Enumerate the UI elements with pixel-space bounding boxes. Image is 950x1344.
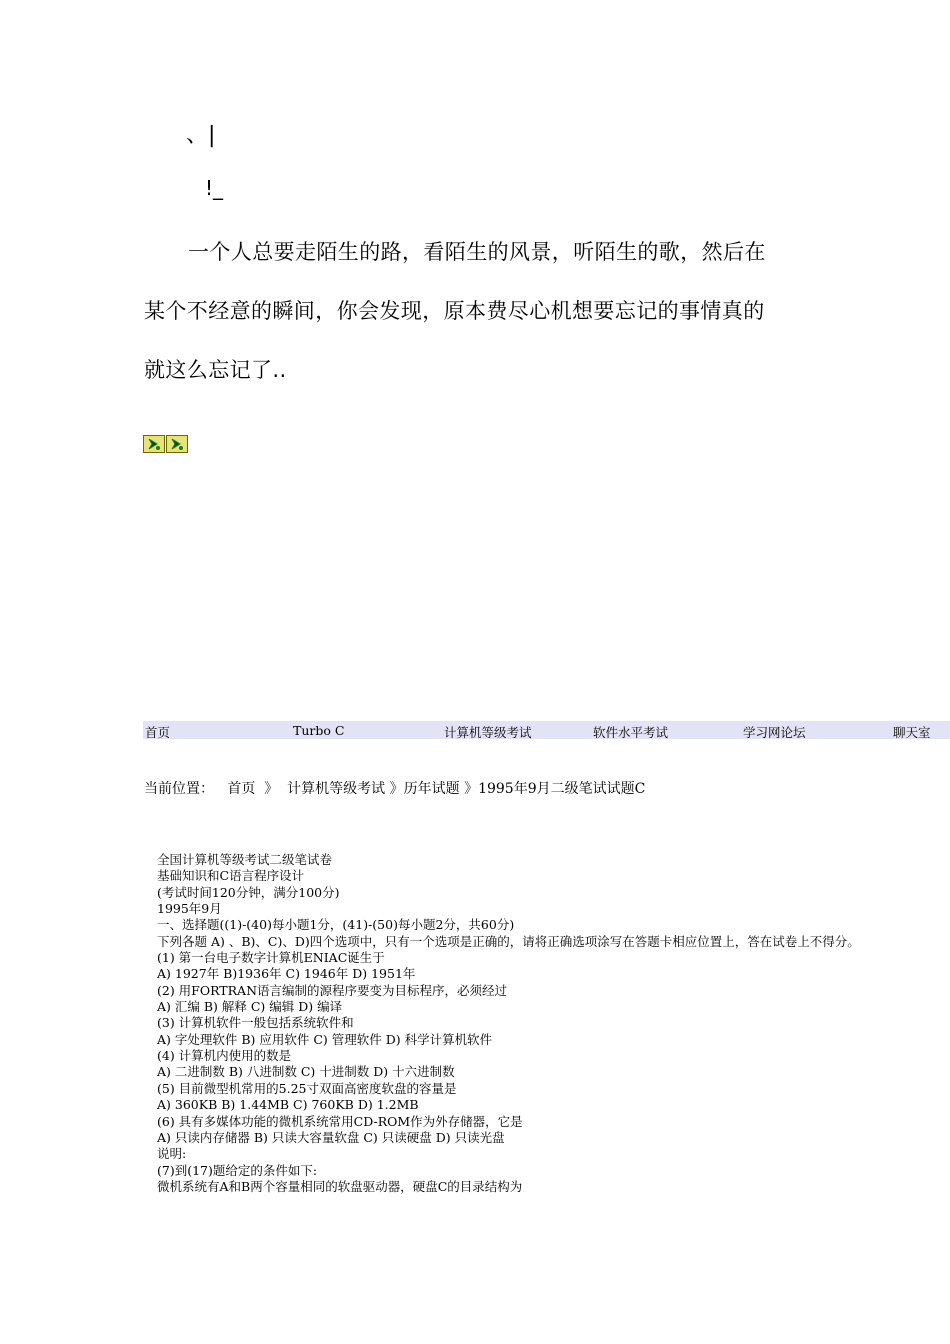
breadcrumb-separator: 》 [264, 781, 279, 797]
breadcrumb [144, 778, 645, 798]
top-nav [143, 721, 950, 739]
nav-item-ncre[interactable]: 计算机等级考试 [444, 725, 532, 740]
poem-line: 某个不经意的瞬间，你会发现，原本费尽心机想要忘记的事情真的 [144, 299, 765, 323]
nav-item-turbo-c[interactable]: Turbo C [293, 723, 345, 738]
poem-line: 一个人总要走陌生的路，看陌生的风景，听陌生的歌，然后在 [188, 240, 766, 264]
exam-line: (5) 目前微型机常用的5.25寸双面高密度软盘的容量是 [157, 1080, 457, 1096]
decorative-mark: !_ [205, 176, 224, 200]
exam-line: (3) 计算机软件一般包括系统软件和 [157, 1015, 354, 1031]
exam-line: A) 只读内存储器 B) 只读大容量软盘 C) 只读硬盘 D) 只读光盘 [157, 1129, 505, 1145]
nav-item-software-exam[interactable]: 软件水平考试 [593, 725, 669, 740]
exam-line: A) 字处理软件 B) 应用软件 C) 管理软件 D) 科学计算机软件 [157, 1031, 493, 1047]
poem-line: 就这么忘记了.. [144, 358, 287, 382]
exam-line: 下列各题 A) 、B)、C)、D)四个选项中，只有一个选项是正确的，请将正确选项涂写在答题卡相应位置上，答在试卷上不得分。 [157, 933, 860, 949]
icon-row [143, 435, 188, 453]
exam-line: 一、选择题((1)-(40)每小题1分，(41)-(50)每小题2分，共60分) [157, 917, 515, 933]
exam-line: 说明: [157, 1146, 187, 1162]
exam-line: A) 360KB B) 1.44MB C) 760KB D) 1.2MB [157, 1097, 419, 1113]
exam-line: (考试时间120分钟，满分100分) [157, 884, 340, 900]
decorative-mark: 、| [186, 123, 216, 148]
exam-line: (1) 第一台电子数字计算机ENIAC诞生于 [157, 950, 385, 966]
exam-content [157, 852, 860, 1195]
breadcrumb-ncre[interactable]: 计算机等级考试 [287, 781, 386, 797]
exam-line: A) 汇编 B) 解释 C) 编辑 D) 编译 [157, 999, 343, 1015]
arrow-icon[interactable] [143, 435, 165, 453]
exam-line: (7)到(17)题给定的条件如下: [157, 1162, 318, 1178]
arrow-icon[interactable] [166, 435, 188, 453]
breadcrumb-past-exams[interactable]: 》历年试题 [389, 781, 460, 797]
breadcrumb-current: 》1995年9月二级笔试试题C [464, 781, 646, 797]
exam-line: 1995年9月 [157, 901, 222, 917]
exam-line: A) 二进制数 B) 八进制数 C) 十进制数 D) 十六进制数 [157, 1064, 455, 1080]
exam-line: 基础知识和C语言程序设计 [157, 868, 305, 884]
nav-item-chat[interactable]: 聊天室 [893, 725, 931, 740]
exam-line: 微机系统有A和B两个容量相同的软盘驱动器，硬盘C的目录结构为 [157, 1178, 523, 1194]
exam-line: (2) 用FORTRAN语言编制的源程序要变为目标程序，必须经过 [157, 982, 508, 998]
nav-item-forum[interactable]: 学习网论坛 [743, 725, 806, 740]
breadcrumb-label: 当前位置： [144, 781, 214, 797]
exam-line: A) 1927年 B)1936年 C) 1946年 D) 1951年 [157, 966, 416, 982]
exam-line: (4) 计算机内使用的数是 [157, 1048, 292, 1064]
nav-item-home[interactable]: 首页 [145, 725, 171, 740]
exam-line: (6) 具有多媒体功能的微机系统常用CD-ROM作为外存储器，它是 [157, 1113, 523, 1129]
breadcrumb-home[interactable]: 首页 [227, 781, 256, 797]
exam-line: 全国计算机等级考试二级笔试卷 [157, 852, 333, 867]
